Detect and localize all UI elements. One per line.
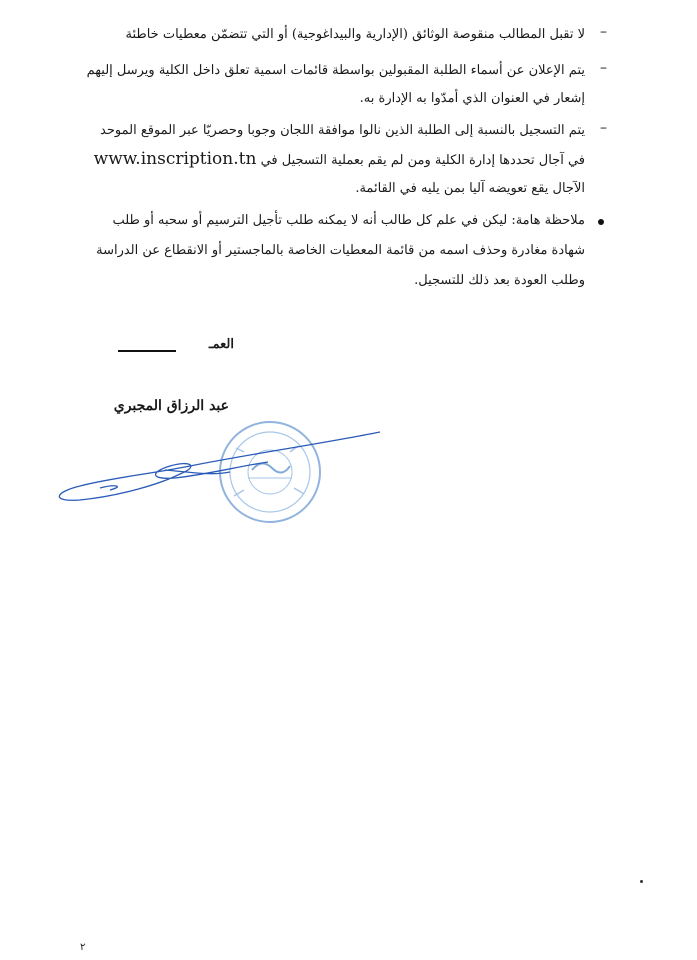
item-marker: – [600,24,607,40]
item-1-line-1: لا تقبل المطالب منقوصة الوثائق (الإدارية والبيداغوجية) أو التي تتضمّن معطيات خاطئة [125,27,585,42]
item-2-line-1: يتم الإعلان عن أسماء الطلبة المقبولين بواسطة قائمات اسمية تعلق داخل الكلية ويرسل إليهم [86,63,585,78]
item-3-line-1: يتم التسجيل بالنسبة إلى الطلبة الذين نالوا موافقة اللجان وجوبا وحصريّا عبر الموقع الموحد [100,123,585,138]
item-2-line-2: إشعار في العنوان الذي أمدّوا به الإدارة به. [359,91,585,106]
page-number: ٢ [80,942,86,953]
item-4-line-1: ملاحظة هامة: ليكن في علم كل طالب أنه لا يمكنه طلب تأجيل الترسيم أو سحبه أو طلب [112,213,585,228]
item-3-line-3: الآجال يقع تعويضه آليا بمن يليه في القائمة. [355,181,585,196]
signer-name: عبد الرزاق المجبري [113,398,229,414]
dean-title: العمـ [208,337,234,352]
registration-url[interactable]: www.inscription.tn [93,149,257,169]
scan-mark [640,880,643,883]
item-marker: – [600,120,607,136]
official-stamp [220,422,320,522]
item-3-line-2-text: في آجال تحددها إدارة الكلية ومن لم يقم بعملية التسجيل في [260,153,585,168]
item-marker: – [600,60,607,76]
item-4-line-3: وطلب العودة بعد ذلك للتسجيل. [414,273,585,288]
item-4-line-2: شهادة مغادرة وحذف اسمه من قائمة المعطيات الخاصة بالماجستير أو الانقطاع عن الدراسة [96,243,585,258]
